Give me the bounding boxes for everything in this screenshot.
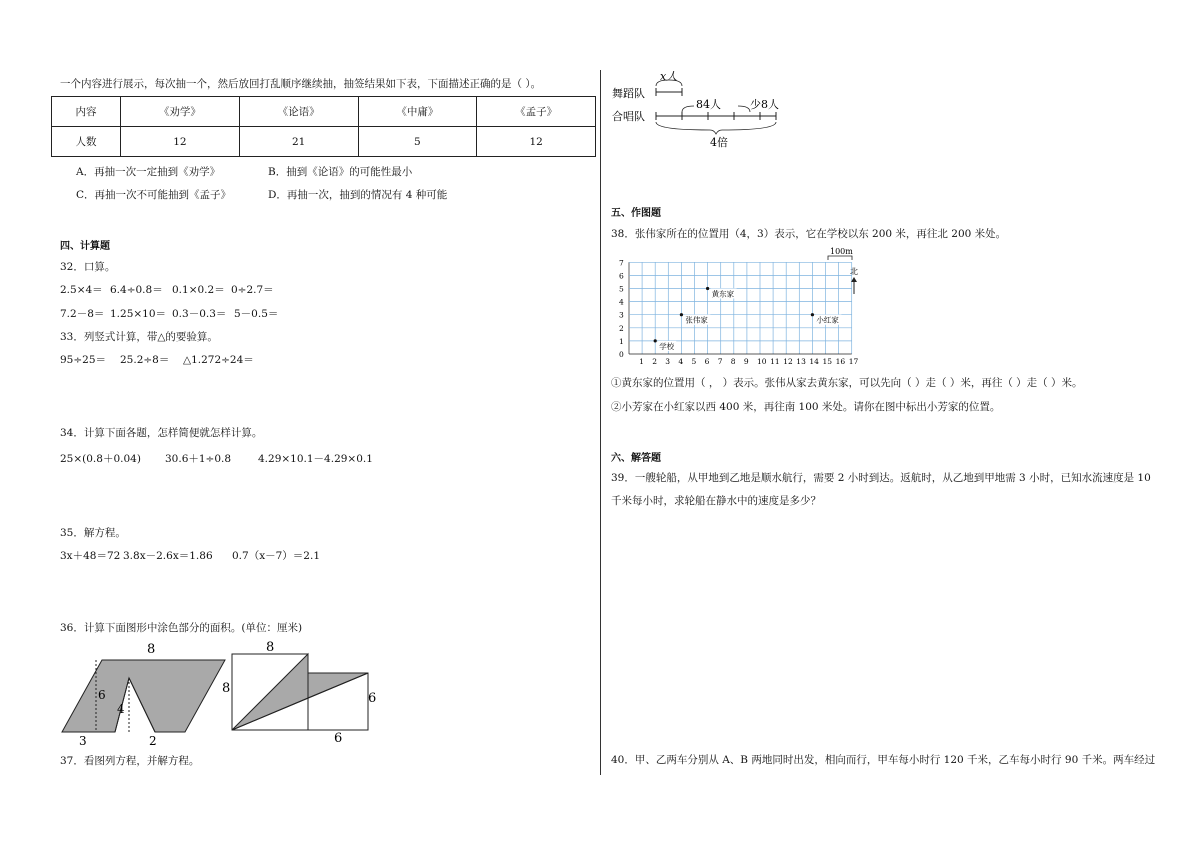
- q34-item: 25×(0.8＋0.04): [60, 453, 141, 465]
- x-tick-label: 7: [717, 357, 723, 366]
- times-label: 4倍: [710, 136, 728, 149]
- row-label-dance: 舞蹈队: [612, 87, 645, 100]
- grid-point: [706, 287, 709, 290]
- table-cell: 5: [358, 127, 477, 157]
- x-tick-label: 15: [822, 357, 833, 366]
- table-header: 《论语》: [239, 97, 358, 127]
- table-header: 《劝学》: [121, 97, 240, 127]
- q33-item: 95÷25＝: [60, 354, 107, 366]
- q39-line1: 39．一艘轮船，从甲地到乙地是顺水航行，需要 2 小时到达。返航时，从乙地到甲地需 3 小时，已知水流速度是 10: [611, 472, 1151, 484]
- x-tick-label: 2: [652, 357, 657, 366]
- q31-intro: 一个内容进行展示，每次抽一个，然后放回打乱顺序继续抽，抽签结果如下表，下面描述正确的是（ ）。: [60, 78, 542, 90]
- table-cell: 12: [121, 127, 240, 157]
- table-cell: 12: [477, 127, 596, 157]
- label-bottom-right: 2: [149, 734, 157, 748]
- section-6-heading: 六、解答题: [611, 453, 661, 464]
- q32-item: 0.3－0.3＝: [172, 308, 227, 320]
- section-4-heading: 四、计算题: [60, 241, 110, 252]
- y-tick-label: 1: [619, 336, 624, 346]
- x-tick-label: 12: [783, 357, 793, 366]
- table-cell: 21: [239, 127, 358, 157]
- table-header: 《孟子》: [477, 97, 596, 127]
- label-top: 8: [147, 642, 156, 657]
- table-header: 内容: [52, 97, 121, 127]
- q38-part2: ②小芳家在小红家以西 400 米，再往南 100 米处。请你在图中标出小芳家的位置。: [611, 401, 1001, 413]
- x-tick-label: 16: [835, 357, 846, 366]
- point-label: 学校: [659, 341, 675, 351]
- y-tick-label: 5: [619, 284, 624, 294]
- q32-item: 1.25×10＝: [110, 308, 167, 320]
- x-axis-ticks: [639, 357, 858, 366]
- q32-item: 7.2－8＝: [60, 308, 105, 320]
- option-a: A．再抽一次一定抽到《劝学》: [76, 166, 221, 178]
- x-tick-label: 17: [848, 357, 859, 366]
- row-label-choir: 合唱队: [612, 110, 645, 123]
- q35-item: 0.7（x－7）＝2.1: [232, 550, 320, 562]
- q32-item: 0.1×0.2＝: [172, 284, 225, 296]
- option-c: C．再抽一次不可能抽到《孟子》: [76, 189, 232, 201]
- q37-title: 37．看图列方程，并解方程。: [60, 755, 200, 767]
- label-height: 6: [98, 688, 106, 702]
- column-divider: [600, 70, 601, 775]
- coordinate-grid: [610, 244, 870, 372]
- q35-title: 35．解方程。: [60, 527, 126, 539]
- option-b: B．抽到《论语》的可能性最小: [268, 166, 413, 178]
- line-segment-diagram: [610, 68, 790, 150]
- table-row-label: 人数: [52, 127, 121, 157]
- q34-item: 4.29×10.1－4.29×0.1: [258, 453, 373, 465]
- brace-84: [738, 106, 750, 112]
- label-top: 8: [266, 640, 275, 655]
- option-d: D．再抽一次，抽到的情况有 4 种可能: [268, 189, 448, 201]
- brace-84: [682, 106, 694, 112]
- q34-title: 34．计算下面各题，怎样简便就怎样计算。: [60, 427, 263, 439]
- q32-item: 5－0.5＝: [234, 308, 279, 320]
- section-5-heading: 五、作图题: [611, 208, 661, 219]
- grid-point: [654, 339, 657, 342]
- q38-part1: ①黄东家的位置用（ ， ）表示。张伟从家去黄东家，可以先向（ ）走（ ）米，再往（ ）走（ ）米。: [611, 377, 1083, 389]
- grid-point: [811, 313, 814, 316]
- label-left: 8: [222, 681, 231, 696]
- brace-4x: [656, 122, 776, 134]
- y-tick-label: 6: [619, 271, 624, 281]
- q38-title: 38．张伟家所在的位置用（4，3）表示，它在学校以东 200 米，再往北 200 米处。: [611, 228, 1007, 240]
- x-tick-label: 1: [639, 357, 644, 366]
- q36-title: 36．计算下面图形中涂色部分的面积。(单位：厘米): [60, 622, 303, 634]
- table-row: [52, 97, 596, 127]
- y-tick-label: 0: [619, 350, 624, 359]
- x-tick-label: 10: [757, 357, 767, 366]
- q32-item: 0÷2.7＝: [231, 284, 274, 296]
- grid-points: [654, 287, 842, 351]
- y-tick-label: 2: [619, 323, 624, 333]
- x-tick-label: 13: [796, 357, 806, 366]
- figure-square-rectangle: [218, 638, 383, 748]
- y-tick-label: 7: [619, 258, 624, 268]
- q39-line2: 千米每小时，求轮船在静水中的速度是多少？: [611, 495, 821, 507]
- q32-item: 6.4÷0.8＝: [110, 284, 163, 296]
- mid-label: 84人: [696, 98, 721, 111]
- q35-item: 3.8x－2.6x＝1.86: [123, 550, 213, 562]
- q33-item: △1.272÷24＝: [183, 354, 254, 366]
- q35-item: 3x＋48＝72: [60, 550, 121, 562]
- q34-item: 30.6＋1÷0.8: [165, 453, 232, 465]
- table-header: 《中庸》: [358, 97, 477, 127]
- q33-item: 25.2÷8＝: [120, 354, 170, 366]
- x-tick-label: 6: [704, 357, 710, 366]
- grid-point: [680, 313, 683, 316]
- x-tick-label: 3: [665, 357, 671, 366]
- label-bottom: 6: [334, 731, 343, 746]
- scale-bracket: [828, 256, 852, 260]
- x-tick-label: 9: [743, 357, 749, 366]
- x-tick-label: 11: [770, 357, 780, 366]
- x-label: x人: [660, 70, 678, 83]
- point-label: 黄东家: [711, 289, 735, 299]
- q32-title: 32．口算。: [60, 261, 116, 273]
- x-tick-label: 4: [678, 357, 684, 366]
- y-tick-label: 4: [619, 297, 624, 307]
- grid-lines: [629, 262, 852, 354]
- label-inner: 4: [117, 702, 125, 716]
- figure-parallelogram: [55, 638, 235, 748]
- label-right: 6: [368, 691, 377, 706]
- x-tick-label: 8: [730, 357, 736, 366]
- q32-item: 2.5×4＝: [60, 284, 103, 296]
- shaded-region: [62, 660, 225, 732]
- q40-text: 40．甲、乙两车分别从 A、B 两地同时出发，相向而行，甲车每小时行 120 千米，乙车每小时行 90 千米。两车经过: [611, 754, 1156, 766]
- y-tick-label: 3: [619, 310, 624, 320]
- scale-label: 100m: [830, 247, 853, 256]
- lottery-table: [51, 96, 596, 157]
- north-label: 北: [850, 267, 858, 276]
- y-axis-ticks: [619, 258, 624, 359]
- point-label: 张伟家: [685, 315, 708, 325]
- x-tick-label: 14: [809, 357, 819, 366]
- table-row: [52, 127, 596, 157]
- x-tick-label: 5: [691, 357, 697, 366]
- shaded-triangle: [232, 654, 308, 730]
- q33-title: 33．列竖式计算，带△的要验算。: [60, 331, 218, 343]
- label-bottom-left: 3: [79, 734, 87, 748]
- less-label: 少8人: [750, 98, 779, 111]
- point-label: 小红家: [816, 315, 839, 325]
